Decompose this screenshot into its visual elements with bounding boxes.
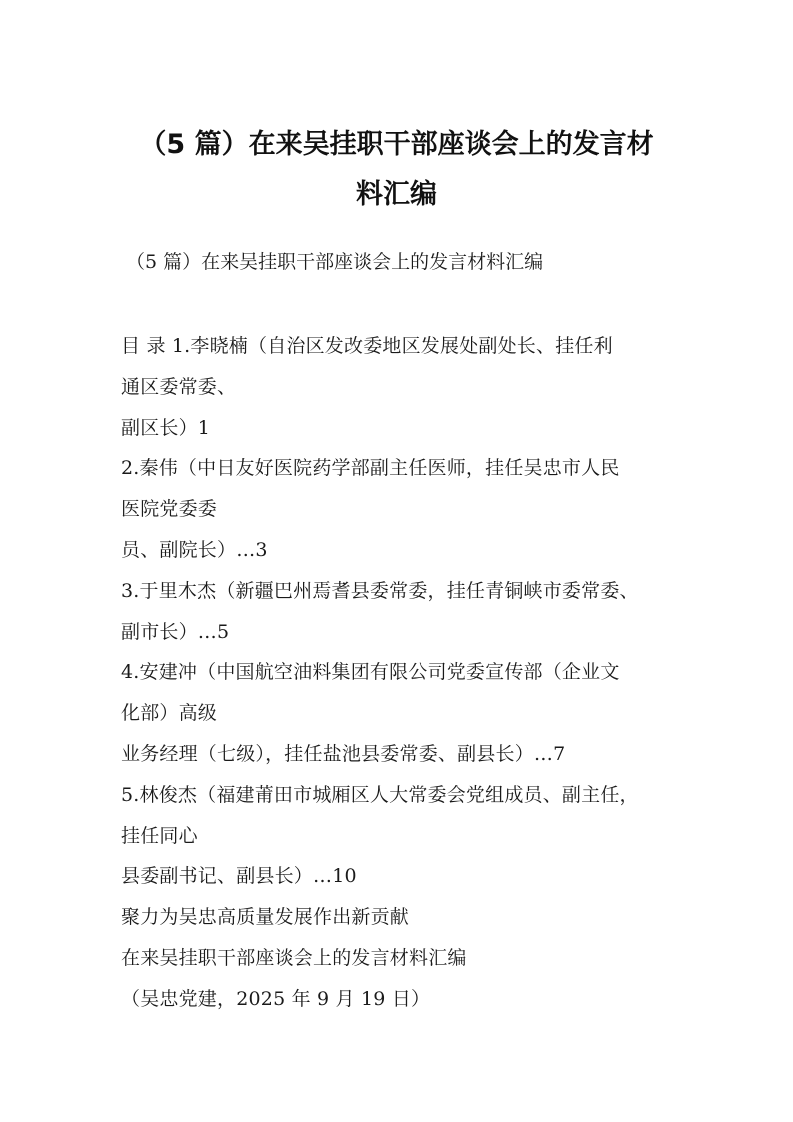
toc-line: 副区长）1 (121, 416, 211, 439)
toc-line: 4.安建冲（中国航空油料集团有限公司党委宣传部（企业文 (121, 661, 620, 684)
toc-line: 副市长）…5 (121, 620, 230, 643)
toc-line: 县委副书记、副县长）…10 (121, 865, 357, 888)
toc-line: 医院党委委 (121, 498, 218, 521)
toc-line: 5.林俊杰（福建莆田市城厢区人大常委会党组成员、副主任， (121, 783, 639, 806)
toc-line: 3.于里木杰（新疆巴州焉耆县委常委，挂任青铜峡市委常委、 (121, 579, 639, 602)
title-line-1: （5 篇）在来吴挂职干部座谈会上的发言材 (139, 129, 654, 160)
toc-line: 目 录 1.李晓楠（自治区发改委地区发展处副处长、挂任利 (121, 335, 613, 357)
toc-line: 业务经理（七级），挂任盐池县委常委、副县长）…7 (121, 742, 566, 765)
toc-line: 员、副院长）…3 (121, 538, 268, 561)
toc-line: 通区委常委、 (121, 375, 237, 398)
section-heading: 聚力为吴忠高质量发展作出新贡献 (121, 906, 410, 929)
document-body (121, 326, 681, 1020)
section-subheading: 在来吴挂职干部座谈会上的发言材料汇编 (121, 946, 467, 969)
toc-line: 化部）高级 (121, 702, 218, 725)
document-subtitle: （5 篇）在来吴挂职干部座谈会上的发言材料汇编 (126, 251, 544, 273)
title-line-2: 料汇编 (356, 179, 437, 210)
source-line: （吴忠党建，2025 年 9 月 19 日） (121, 987, 431, 1010)
document-title (110, 120, 683, 220)
toc-line: 2.秦伟（中日友好医院药学部副主任医师，挂任吴忠市人民 (121, 457, 620, 480)
toc-line: 挂任同心 (121, 824, 198, 847)
